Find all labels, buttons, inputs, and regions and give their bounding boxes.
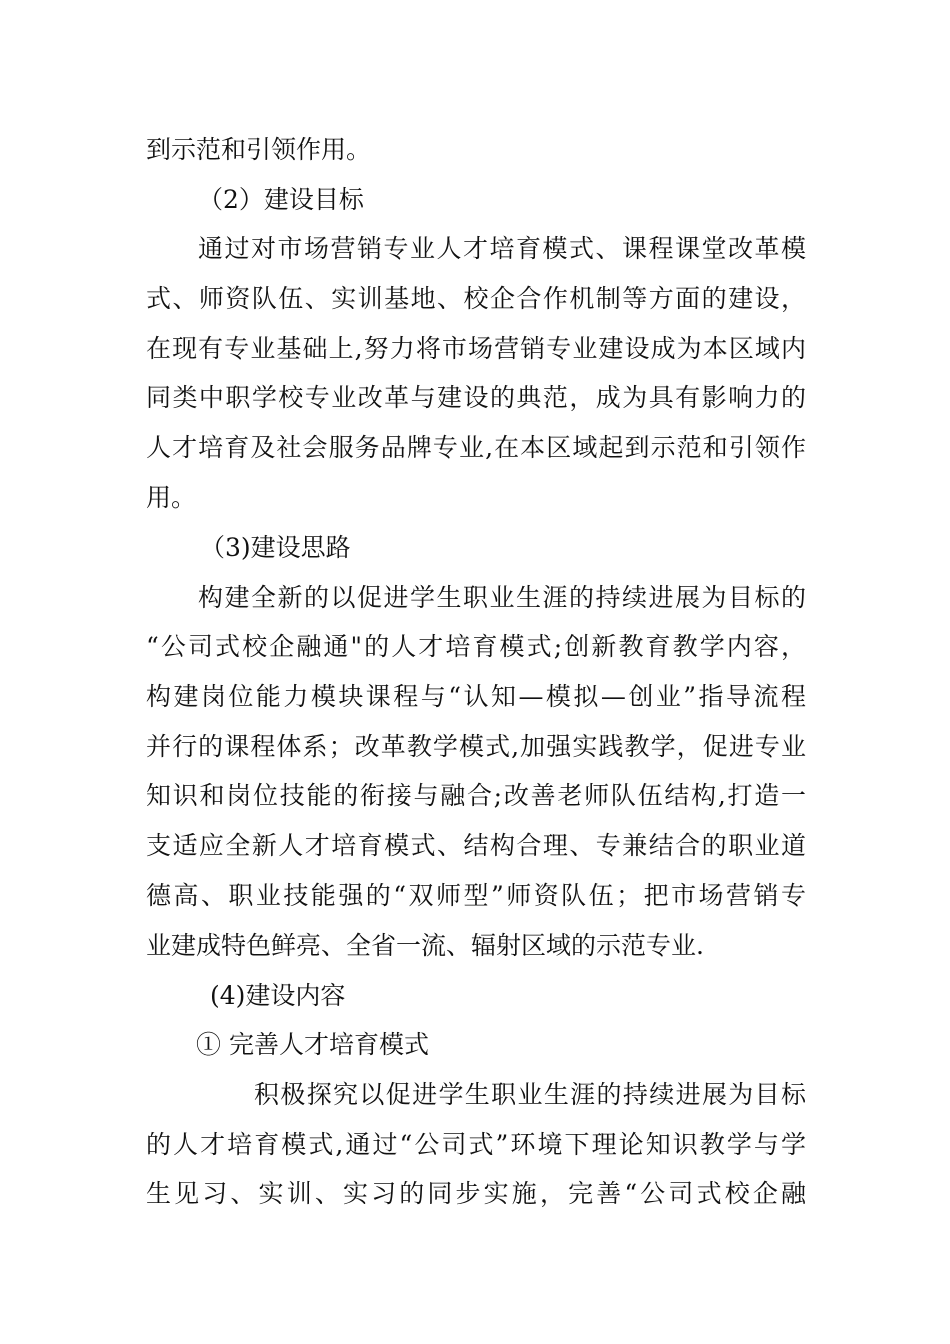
paragraph-line: 人才培育及社会服务品牌专业,在本区域起到示范和引领作 <box>146 433 806 462</box>
paragraph-line: 用。 <box>146 483 197 512</box>
paragraph-line: 生见习、实训、实习的同步实施，完善“公司式校企融 <box>146 1179 806 1208</box>
paragraph-line: 到示范和引领作用。 <box>146 135 372 164</box>
paragraph-line: 式、师资队伍、实训基地、校企合作机制等方面的建设， <box>146 284 806 313</box>
paragraph-line: 支适应全新人才培育模式、结构合理、专兼结合的职业道 <box>146 831 806 860</box>
paragraph-line: 的人才培育模式,通过“公司式”环境下理论知识教学与学 <box>146 1130 806 1159</box>
paragraph-line: 并行的课程体系；改革教学模式,加强实践教学，促进专业 <box>146 732 806 761</box>
paragraph-line: 构建岗位能力模块课程与“认知—模拟—创业”指导流程 <box>146 682 806 711</box>
paragraph-line: 德高、职业技能强的“双师型”师资队伍；把市场营销专 <box>146 881 806 910</box>
section-heading: （2）建设目标 <box>198 185 364 214</box>
paragraph-line: 在现有专业基础上,努力将市场营销专业建设成为本区域内 <box>146 334 806 363</box>
paragraph-line: “公司式校企融通"的人才培育模式;创新教育教学内容， <box>146 632 806 661</box>
section-heading: （3)建设思路 <box>200 533 351 562</box>
paragraph-line: 知识和岗位技能的衔接与融合;改善老师队伍结构,打造一 <box>146 781 806 810</box>
section-heading: (4)建设内容 <box>210 981 346 1010</box>
paragraph-line: 业建成特色鲜亮、全省一流、辐射区域的示范专业. <box>146 931 704 960</box>
subsection-heading: ① 完善人才培育模式 <box>196 1030 429 1059</box>
paragraph-line: 构建全新的以促进学生职业生涯的持续进展为目标的 <box>198 583 806 612</box>
paragraph-line: 积极探究以促进学生职业生涯的持续进展为目标 <box>254 1080 806 1109</box>
paragraph-line: 通过对市场营销专业人才培育模式、课程课堂改革模 <box>198 234 806 263</box>
paragraph-line: 同类中职学校专业改革与建设的典范，成为具有影响力的 <box>146 383 806 412</box>
